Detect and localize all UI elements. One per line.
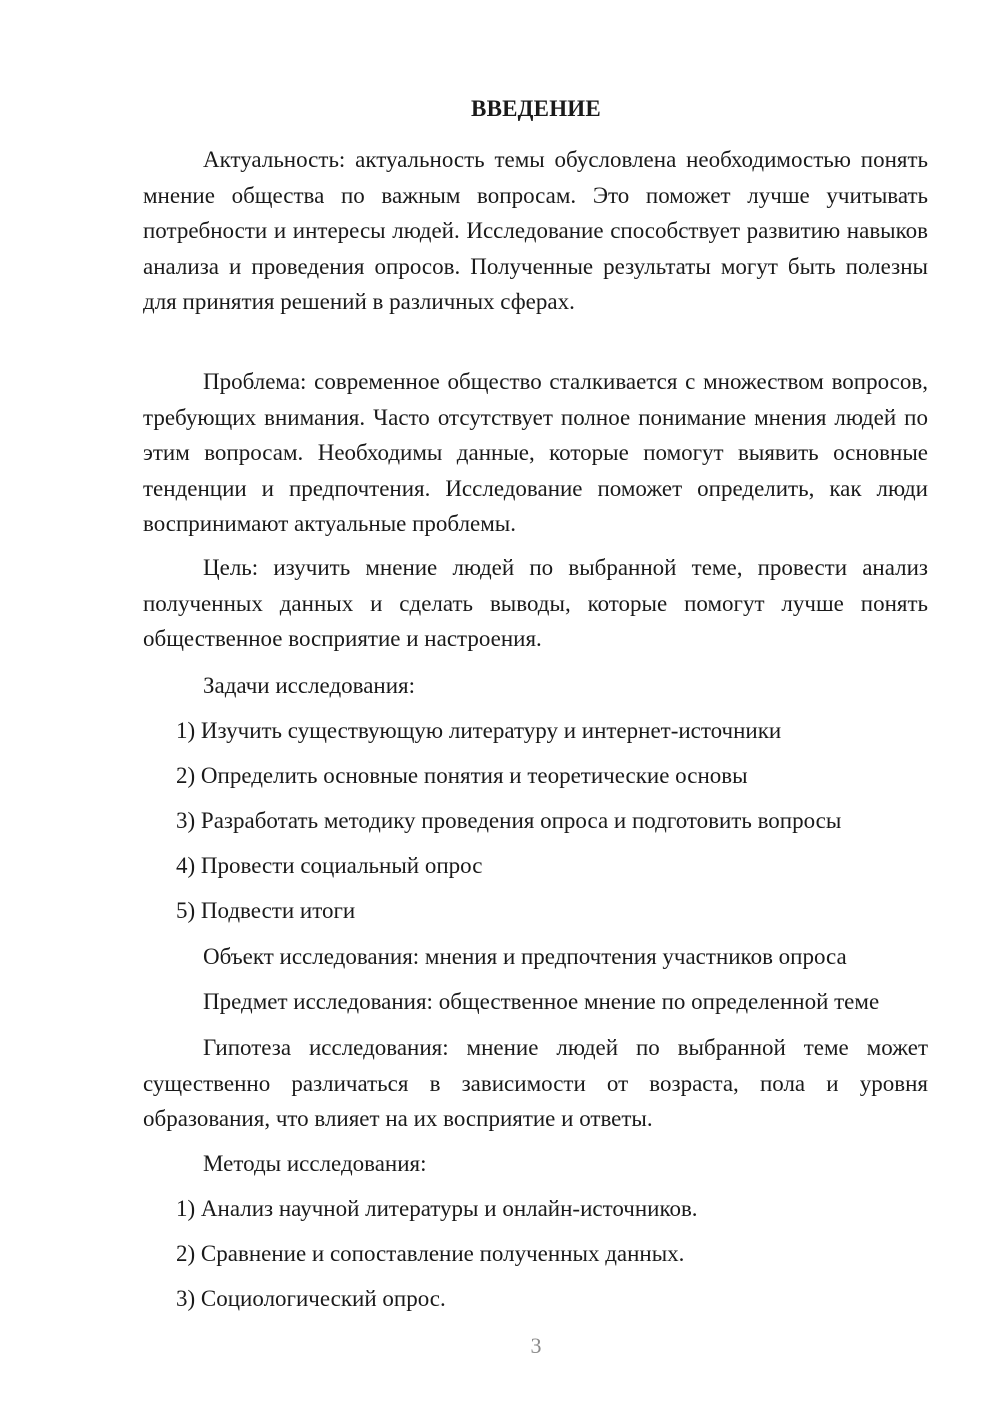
method-item: 3) Социологический опрос. <box>176 1286 446 1311</box>
task-item: 4) Провести социальный опрос <box>176 853 483 878</box>
research-subject: Предмет исследования: общественное мнение по определенной теме <box>203 989 880 1014</box>
hypothesis-paragraph: Гипотеза исследования: мнение людей по выбранной теме может существенно различаться в зависимости от возраста, пола и уровня образования, что влияет на их восприятие и ответы. <box>143 1035 928 1131</box>
task-item: 5) Подвести итоги <box>176 898 356 923</box>
method-item: 2) Сравнение и сопоставление полученных данных. <box>176 1241 685 1266</box>
methods-heading: Методы исследования: <box>203 1151 427 1176</box>
tasks-heading: Задачи исследования: <box>203 673 416 698</box>
problem-paragraph: Проблема: современное общество сталкивается с множеством вопросов, требующих внимания. Часто отсутствует полное понимание мнения людей по этим вопросам. Необходимы данные, которые помогут выявить основные тенденции и предпочтения. Исследование поможет определить, как люди воспринимают актуальные проблемы. <box>143 369 928 536</box>
task-item: 1) Изучить существующую литературу и интернет-источники <box>176 718 782 743</box>
method-item: 1) Анализ научной литературы и онлайн-источников. <box>176 1196 698 1221</box>
goal-paragraph: Цель: изучить мнение людей по выбранной теме, провести анализ полученных данных и сделать выводы, которые помогут лучше понять общественное восприятие и настроения. <box>143 555 928 651</box>
task-item: 3) Разработать методику проведения опроса и подготовить вопросы <box>176 808 842 833</box>
task-item: 2) Определить основные понятия и теоретические основы <box>176 763 748 788</box>
relevance-paragraph: Актуальность: актуальность темы обусловлена необходимостью понять мнение общества по важным вопросам. Это поможет лучше учитывать потребности и интересы людей. Исследование способствует развитию навыков анализа и проведения опросов. Полученные результаты могут быть полезны для принятия решений в различных сферах. <box>143 147 928 314</box>
research-object: Объект исследования: мнения и предпочтения участников опроса <box>203 944 847 969</box>
page-title: ВВЕДЕНИЕ <box>471 96 601 121</box>
page-number: 3 <box>530 1333 542 1358</box>
